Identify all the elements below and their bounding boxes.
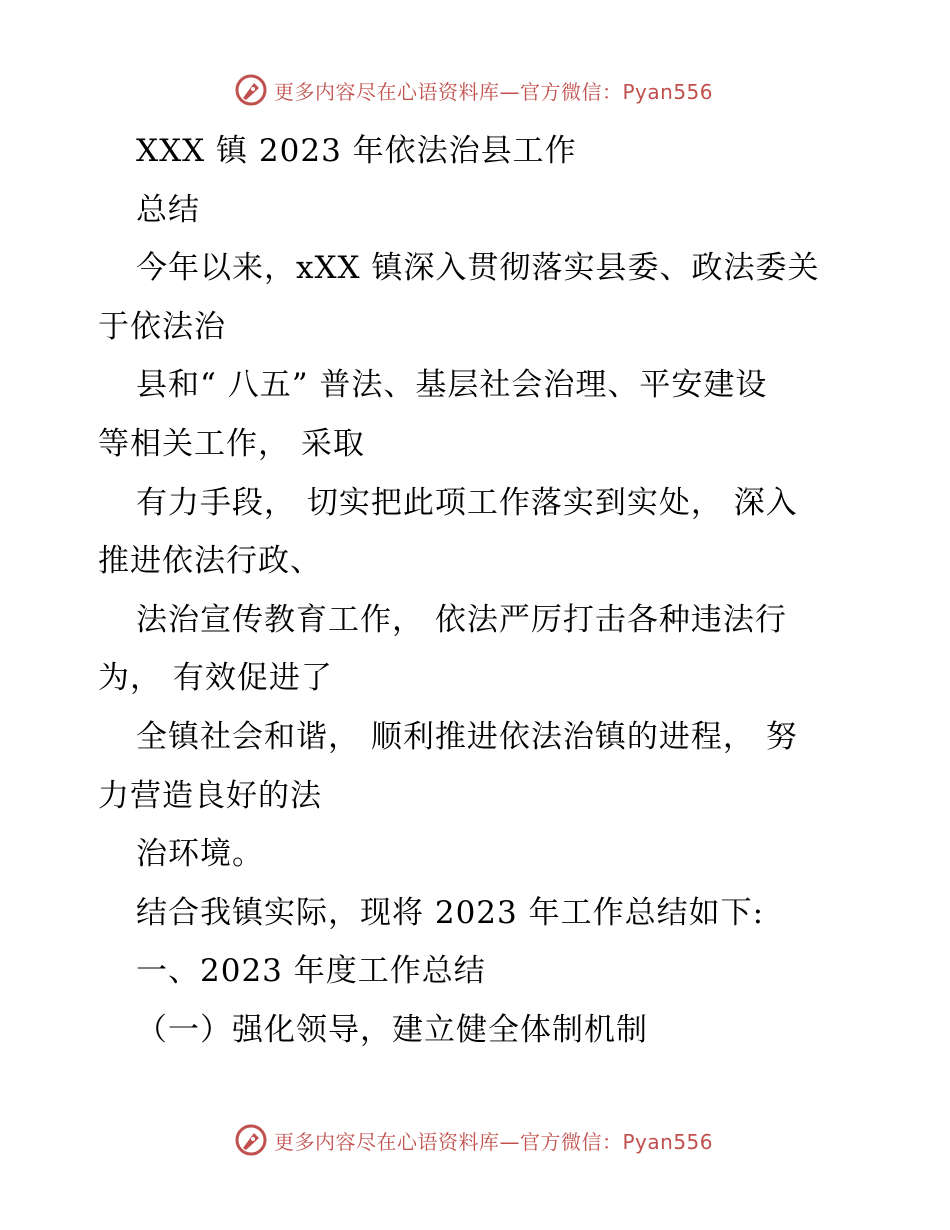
doc-line: 总结 — [136, 191, 200, 228]
footer-watermark — [234, 1122, 713, 1158]
doc-line: 力营造良好的法 — [98, 777, 322, 814]
doc-line: XXX 镇 2023 年依法治县工作 — [136, 133, 577, 169]
doc-line: （一）强化领导，建立健全体制机制 — [136, 1011, 648, 1048]
doc-line: 一、2023 年度工作总结 — [136, 953, 486, 990]
doc-line: 法治宣传教育工作， 依法严厉打击各种违法行 — [136, 601, 787, 638]
doc-line: 今年以来，xXX 镇深入贯彻落实县委、政法委关 — [136, 250, 820, 287]
doc-line: 县和“ 八五” 普法、基层社会治理、平安建设 — [136, 367, 768, 404]
doc-line: 推进依法行政、 — [98, 543, 322, 580]
document-body — [98, 122, 854, 1060]
watermark-text: 更多内容尽在心语资料库—官方微信：Pyan556 — [274, 79, 714, 104]
doc-line: 有力手段， 切实把此项工作落实到实处， 深入 — [136, 484, 798, 521]
pen-nib-logo-icon — [234, 1123, 268, 1157]
doc-line: 结合我镇实际，现将 2023 年工作总结如下: — [136, 894, 765, 931]
doc-line: 等相关工作， 采取 — [98, 425, 365, 462]
doc-line: 为， 有效促进了 — [98, 660, 333, 697]
header-watermark — [234, 72, 713, 108]
doc-line: 治环境。 — [136, 836, 264, 873]
pen-nib-logo-icon — [234, 73, 268, 107]
doc-line: 全镇社会和谐， 顺利推进依法治镇的进程， 努 — [136, 718, 798, 755]
watermark-text: 更多内容尽在心语资料库—官方微信：Pyan556 — [274, 1129, 714, 1154]
doc-line: 于依法治 — [98, 308, 226, 345]
